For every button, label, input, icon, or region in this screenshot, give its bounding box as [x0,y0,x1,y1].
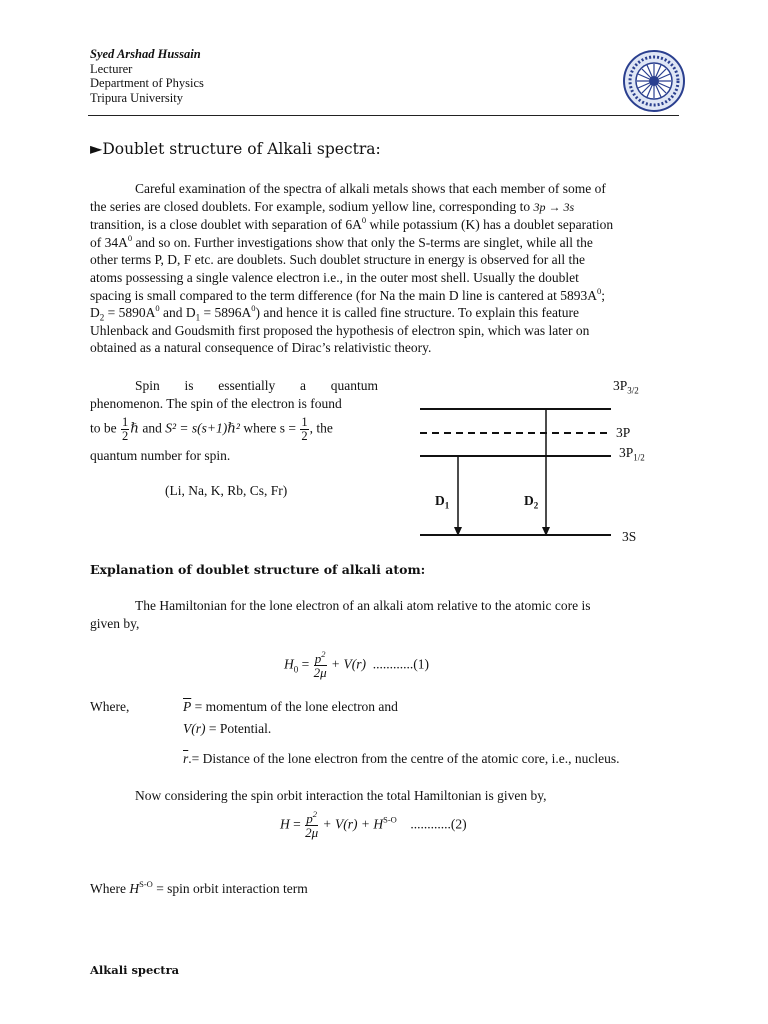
intro-line: Uhlenback and Goudsmith first proposed the hypothesis of electron spin, which was later on [90,322,590,338]
energy-level-diagram [412,372,678,552]
intro-line: other terms P, D, F etc. are doublets. Such doublet structure in energy is observed for all the [90,252,586,268]
transition-formula: 3p → 3s [533,199,575,214]
university-seal-icon [622,49,686,113]
equation-2: H = $\frac{p^2}{2\mu}$ + $V(r) + H^{S-O}$ ............(2) [280,809,467,840]
spin-orbit-definition: Where $H^{S-O}$ = spin orbit interaction term [90,879,308,896]
spin-line: phenomenon. The spin of the electron is found [90,395,342,411]
spin-formula: S² = s(s+1)ℏ² [165,420,240,436]
spin-line: quantum number for spin. [90,448,231,464]
ham-line: given by, [90,615,140,631]
where-label: Where, [90,699,130,714]
element-list: (Li, Na, K, Rb, Cs, Fr) [165,482,288,498]
department: Department of Physics [90,76,204,90]
intro-line: obtained as a natural consequence of Dirac’s relativistic theory. [90,340,432,356]
section-heading: Explanation of doublet structure of alkali atom: [90,562,426,577]
hamiltonian-paragraph [90,597,678,632]
spin-line: to be $\frac{1}{2}$ ℏ and S² = s(s+1)ℏ² where s = $\frac{1}{2}$ , the [90,415,333,444]
ham-line: The Hamiltonian for the lone electron of an alkali atom relative to the atomic core is [135,598,591,613]
header-block [90,47,204,105]
spin-paragraph [90,377,378,499]
spin-line: Spin is essentially a quantum [135,378,378,393]
label-3s: 3S [622,529,637,544]
page-title [90,139,381,158]
intro-line: of $34A^0$ and so on. Further investigations show that only the S-terms are singlet, while all the [90,232,593,250]
definition-p: $\overline{P}$ = momentum of the lone electron and [183,699,398,714]
equation-1: $H_0$ = $\frac{p^2}{2\mu}$ + V(r) ............(1) [284,649,430,680]
definition-r: $\overline{r}.=$ Distance of the lone electron from the centre of the atomic core, i.e., nucleus. [183,751,620,766]
intro-line: transition, is a close doublet with separation of $6A^0$ while potassium (K) has a doublet separation [90,215,614,233]
intro-line: Careful examination of the spectra of alkali metals shows that each member of some of [135,181,606,196]
label-3p-1-2: $3P_{1/2}$ [619,445,645,463]
author-name: Syed Arshad Hussain [90,47,201,61]
author-position: Lecturer [90,61,133,76]
intro-line: spacing is small compared to the term difference (for Na the main D line is cantered at $5893A^0$; [90,285,605,303]
label-3p: 3P [616,425,631,440]
intro-line: the series are closed doublets. For example, sodium yellow line, corresponding to 3p → 3s [90,198,575,214]
header-divider [88,115,679,116]
title-text: Doublet structure of Alkali spectra: [102,140,381,158]
triangle-marker-icon: ► [90,139,103,158]
university: Tripura University [90,90,183,105]
label-3p-3-2: $3P_{3/2}$ [613,378,639,396]
equation-1-tag: ............(1) [372,656,430,672]
intro-line: atoms possessing a single valence electron i.e., in the outer most shell. Usually the doublet [90,269,579,285]
spin-orbit-sentence: Now considering the spin orbit interaction the total Hamiltonian is given by, [135,788,547,803]
equation-2-tag: ............(2) [410,816,467,832]
page-footer: Alkali spectra [90,963,180,977]
intro-line: $D_2 = 5890A^0$ and $D_1 = 5896A^0$) and hence it is called fine structure. To explain this feature [90,303,579,323]
intro-paragraph [90,180,678,357]
half-fraction: $\frac{1}{2}$ [122,415,129,444]
half-fraction: $\frac{1}{2}$ [301,415,308,444]
definition-v: V(r) = Potential. [183,721,272,736]
label-d2: $D_2$ [524,493,539,511]
label-d1: $D_1$ [435,493,450,511]
